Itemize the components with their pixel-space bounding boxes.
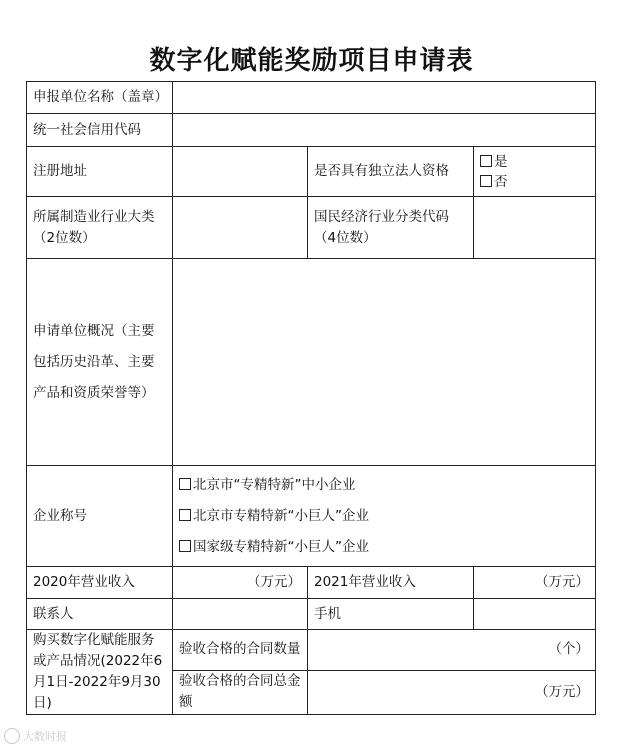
phone-label: 手机	[308, 599, 474, 630]
checkbox-icon[interactable]	[179, 478, 191, 490]
form-title: 数字化赋能奖励项目申请表	[149, 46, 474, 76]
industry-label: 所属制造业行业大类（2位数）	[27, 197, 173, 259]
revenue-2020-label: 2020年营业收入	[27, 567, 173, 599]
national-code-field[interactable]	[474, 197, 596, 259]
row-company-title	[27, 466, 596, 567]
legal-person-options	[474, 147, 596, 197]
revenue-2021-field[interactable]: （万元）	[474, 567, 596, 599]
applicant-name-label: 申报单位名称（盖章）	[27, 82, 173, 114]
address-label: 注册地址	[27, 147, 173, 197]
legal-person-label: 是否具有独立法人资格	[308, 147, 474, 197]
checkbox-icon[interactable]	[179, 540, 191, 552]
revenue-2020-field[interactable]: （万元）	[173, 567, 308, 599]
industry-field[interactable]	[173, 197, 308, 259]
application-form-table	[26, 81, 596, 715]
row-industry	[27, 197, 596, 259]
credit-code-field[interactable]	[173, 114, 596, 147]
watermark: 大数时报	[4, 728, 67, 744]
row-revenue	[27, 567, 596, 599]
row-address	[27, 147, 596, 197]
company-title-options	[173, 466, 596, 567]
purchase-label: 购买数字化赋能服务或产品情况(2022年6月1日-2022年9月30日)	[27, 630, 173, 715]
revenue-2021-label: 2021年营业收入	[308, 567, 474, 599]
applicant-name-field[interactable]	[173, 82, 596, 114]
title-option[interactable]: 北京市专精特新“小巨人”企业	[179, 501, 589, 532]
checkbox-icon[interactable]	[480, 175, 492, 187]
contact-field[interactable]	[173, 599, 308, 630]
title-option[interactable]: 国家级专精特新“小巨人”企业	[179, 532, 589, 563]
checkbox-icon[interactable]	[179, 509, 191, 521]
legal-no-option[interactable]: 否	[480, 172, 589, 192]
phone-field[interactable]	[474, 599, 596, 630]
row-contract-count	[27, 630, 596, 671]
overview-label: 申请单位概况（主要包括历史沿革、主要产品和资质荣誉等）	[27, 259, 173, 466]
row-contact	[27, 599, 596, 630]
credit-code-label: 统一社会信用代码	[27, 114, 173, 147]
row-applicant-name	[27, 82, 596, 114]
watermark-logo-icon	[4, 728, 20, 744]
contract-count-field[interactable]: （个）	[308, 630, 596, 671]
contract-amount-field[interactable]: （万元）	[308, 670, 596, 714]
title-option[interactable]: 北京市“专精特新”中小企业	[179, 470, 589, 501]
national-code-label: 国民经济行业分类代码（4位数）	[308, 197, 474, 259]
row-overview	[27, 259, 596, 466]
legal-yes-option[interactable]: 是	[480, 152, 589, 172]
company-title-label: 企业称号	[27, 466, 173, 567]
contract-count-label: 验收合格的合同数量	[173, 630, 308, 671]
contact-label: 联系人	[27, 599, 173, 630]
address-field[interactable]	[173, 147, 308, 197]
overview-field[interactable]	[173, 259, 596, 466]
contract-amount-label: 验收合格的合同总金额	[173, 670, 308, 714]
checkbox-icon[interactable]	[480, 155, 492, 167]
row-credit-code	[27, 114, 596, 147]
